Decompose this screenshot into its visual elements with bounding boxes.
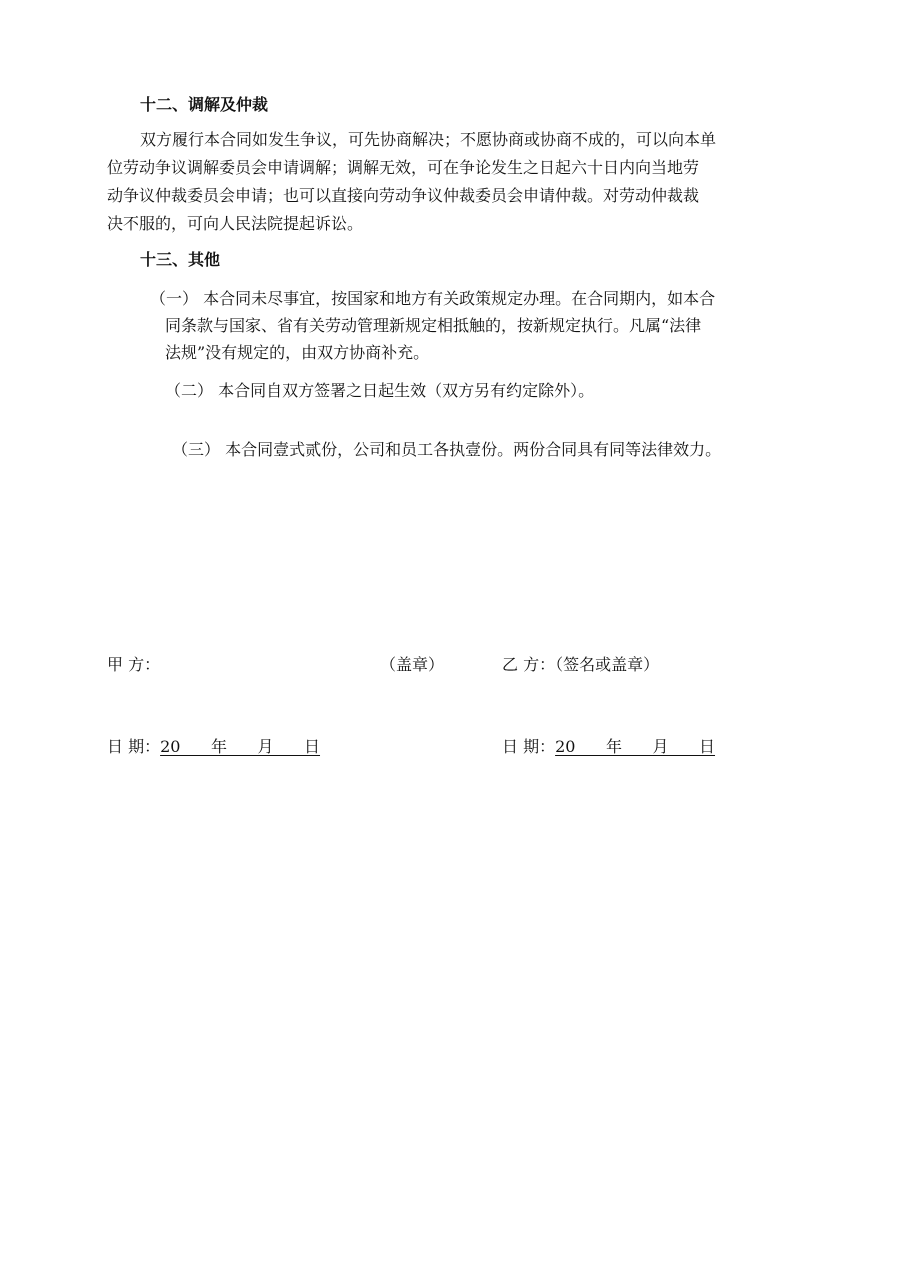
section-12-line: 双方履行本合同如发生争议，可先协商解决；不愿协商或协商不成的，可以向本单	[140, 130, 717, 149]
section-13-item-1-line: 同条款与国家、省有关劳动管理新规定相抵触的，按新规定执行。凡属“法律	[165, 316, 702, 335]
date-label: 日 期：	[107, 737, 161, 756]
section-13-title: 十三、其他	[140, 250, 221, 269]
section-13-item-3: （三） 本合同壹式贰份，公司和员工各执壹份。两份合同具有同等法律效力。	[172, 440, 722, 459]
section-12-line: 决不服的，可向人民法院提起诉讼。	[107, 214, 364, 233]
section-12-line: 动争议仲裁委员会申请；也可以直接向劳动争议仲裁委员会申请仲裁。对劳动仲裁裁	[107, 186, 700, 205]
party-a-seal: （盖章）	[380, 655, 445, 674]
date-value: 20 年 月 日	[555, 737, 716, 756]
section-13-item-1-line: 法规”没有规定的，由双方协商补充。	[165, 343, 430, 362]
section-13-item-2: （二） 本合同自双方签署之日起生效（双方另有约定除外）。	[165, 381, 595, 400]
date-value: 20 年 月 日	[160, 737, 321, 756]
party-b-date	[502, 734, 715, 757]
date-label: 日 期：	[502, 737, 556, 756]
section-12-title: 十二、调解及仲裁	[140, 95, 269, 114]
section-12-line: 位劳动争议调解委员会申请调解；调解无效，可在争论发生之日起六十日内向当地劳	[107, 158, 700, 177]
section-13-item-1-line: （一） 本合同未尽事宜，按国家和地方有关政策规定办理。在合同期内，如本合	[150, 289, 716, 308]
party-a-label: 甲 方：	[107, 655, 161, 674]
party-a-date	[107, 734, 320, 757]
party-b-label: 乙 方：（签名或盖章）	[502, 655, 660, 674]
